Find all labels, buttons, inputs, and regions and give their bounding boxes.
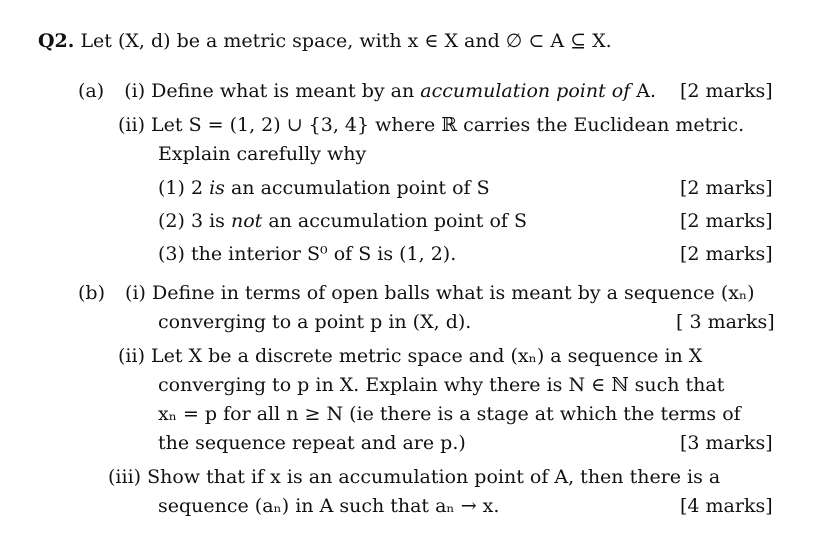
part-a-i-marks: [2 marks] xyxy=(680,80,773,102)
part-b-ii-line2: converging to p in X. Explain why there is N ∈ ℕ such that xyxy=(158,374,725,396)
part-a-i-text-before: Define what is meant by an xyxy=(151,80,421,102)
part-a-ii-item-1-marks: [2 marks] xyxy=(680,177,773,199)
part-a-ii-item-3-marks: [2 marks] xyxy=(680,243,773,265)
part-b-ii-line1 xyxy=(118,343,702,369)
part-a-ii-label: (ii) xyxy=(118,114,145,136)
part-b-ii-marks: [3 marks] xyxy=(680,432,773,454)
part-b-ii-line4: the sequence repeat and are p.) xyxy=(158,432,466,454)
question-header xyxy=(38,28,612,54)
part-a-i-label: (i) xyxy=(124,80,146,102)
item-before: 3 is xyxy=(190,210,231,232)
part-a-ii-line1 xyxy=(118,112,744,138)
part-b-i-marks: [ 3 marks] xyxy=(676,311,775,333)
item-emph: not xyxy=(230,210,263,232)
part-b-iii-label: (iii) xyxy=(108,466,142,488)
part-b-ii-label: (ii) xyxy=(118,345,145,367)
part-b-iii-marks: [4 marks] xyxy=(680,495,773,517)
question-text: Let (X, d) be a metric space, with x ∈ X and ∅ ⊂ A ⊆ X. xyxy=(80,30,612,52)
part-b-ii-line3: xₙ = p for all n ≥ N (ie there is a stage at which the terms of xyxy=(158,403,741,425)
part-a-ii-text1: Let S = (1, 2) ∪ {3, 4} where ℝ carries the Euclidean metric. xyxy=(151,114,745,136)
part-a-ii-item-1 xyxy=(158,175,490,201)
part-b-label: (b) xyxy=(78,282,105,304)
question-label: Q2. xyxy=(38,30,75,52)
item-label: (3) xyxy=(158,243,185,265)
item-after: an accumulation point of S xyxy=(262,210,527,232)
part-b-i-line1 xyxy=(78,280,755,306)
part-b-ii-text1: Let X be a discrete metric space and (xₙ) a sequence in X xyxy=(151,345,703,367)
part-b-iii-text1: Show that if x is an accumulation point of A, then there is a xyxy=(147,466,721,488)
item-after: an accumulation point of S xyxy=(224,177,490,199)
part-a-i-text-italic: accumulation point of xyxy=(420,80,631,102)
part-a-i-text-after: A. xyxy=(630,80,657,102)
part-b-i-label: (i) xyxy=(125,282,146,304)
item-label: (2) xyxy=(158,210,185,232)
part-a-ii-line2: Explain carefully why xyxy=(158,143,367,165)
item-before: the interior S⁰ of S is (1, 2). xyxy=(190,243,457,265)
part-a-i xyxy=(78,78,656,104)
part-b-iii-line1 xyxy=(108,464,720,490)
part-b-iii-line2: sequence (aₙ) in A such that aₙ → x. xyxy=(158,495,500,517)
part-b-i-text1: Define in terms of open balls what is meant by a sequence (xₙ) xyxy=(152,282,755,304)
item-before: 2 xyxy=(190,177,210,199)
item-label: (1) xyxy=(158,177,185,199)
part-a-ii-item-2-marks: [2 marks] xyxy=(680,210,773,232)
part-a-label: (a) xyxy=(78,80,105,102)
part-b-i-line2: converging to a point p in (X, d). xyxy=(158,311,472,333)
item-emph: is xyxy=(209,177,225,199)
part-a-ii-item-3 xyxy=(158,241,456,267)
part-a-ii-item-2 xyxy=(158,208,527,234)
